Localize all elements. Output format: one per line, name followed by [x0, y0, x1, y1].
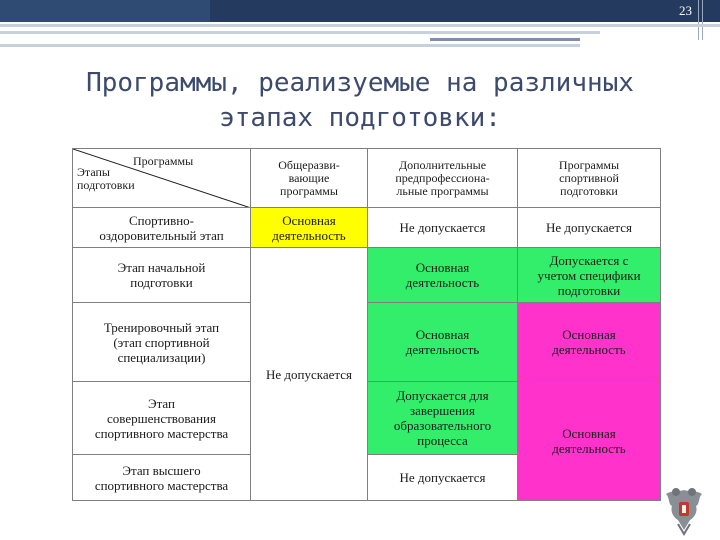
stage-cell: Этап начальной подготовки — [73, 248, 251, 303]
header-stripes — [0, 22, 720, 52]
corner-programs-label: Программы — [133, 154, 194, 168]
cell-sport-row3: Основная деятельность — [518, 303, 661, 382]
stage-cell: Этап высшего спортивного мастерства — [73, 455, 251, 501]
coat-of-arms-emblem-icon — [662, 484, 706, 536]
slide-title — [0, 66, 720, 136]
cell-sport-row1: Не допускается — [518, 208, 661, 248]
column-header-general: Общеразви- вающие программы — [251, 149, 368, 208]
corner-stages-label: Этапы подготовки — [77, 165, 135, 192]
header-band-accent — [0, 0, 210, 22]
table-row — [73, 248, 661, 303]
cell-preprofessional-row2: Основная деятельность — [368, 248, 518, 303]
stage-cell: Этап совершенствования спортивного мастерства — [73, 382, 251, 455]
table-row — [73, 208, 661, 248]
programs-table — [72, 148, 661, 501]
page-number: 23 — [679, 3, 692, 18]
column-header-sport-training: Программы спортивной подготовки — [518, 149, 661, 208]
header-band — [0, 0, 720, 22]
cell-preprofessional-row3: Основная деятельность — [368, 303, 518, 382]
cell-sport-row2: Допускается с учетом специфики подготовки — [518, 248, 661, 303]
cell-general-row1: Основная деятельность — [251, 208, 368, 248]
table-corner-cell — [73, 149, 251, 208]
stage-cell: Тренировочный этап (этап спортивной специализации) — [73, 303, 251, 382]
stage-cell: Спортивно- оздоровительный этап — [73, 208, 251, 248]
cell-sport-merged: Основная деятельность — [518, 382, 661, 501]
slide-title-line-1: Программы, реализуемые на различных — [86, 68, 634, 98]
column-header-preprofessional: Дополнительные предпрофессиона- льные программы — [368, 149, 518, 208]
cell-preprofessional-row5: Не допускается — [368, 455, 518, 501]
table-header-row — [73, 149, 661, 208]
slide-title-line-2: этапах подготовки: — [219, 103, 501, 133]
cell-preprofessional-row4: Допускается для завершения образовательного процесса — [368, 382, 518, 455]
cell-preprofessional-row1: Не допускается — [368, 208, 518, 248]
cell-general-merged: Не допускается — [251, 248, 368, 501]
